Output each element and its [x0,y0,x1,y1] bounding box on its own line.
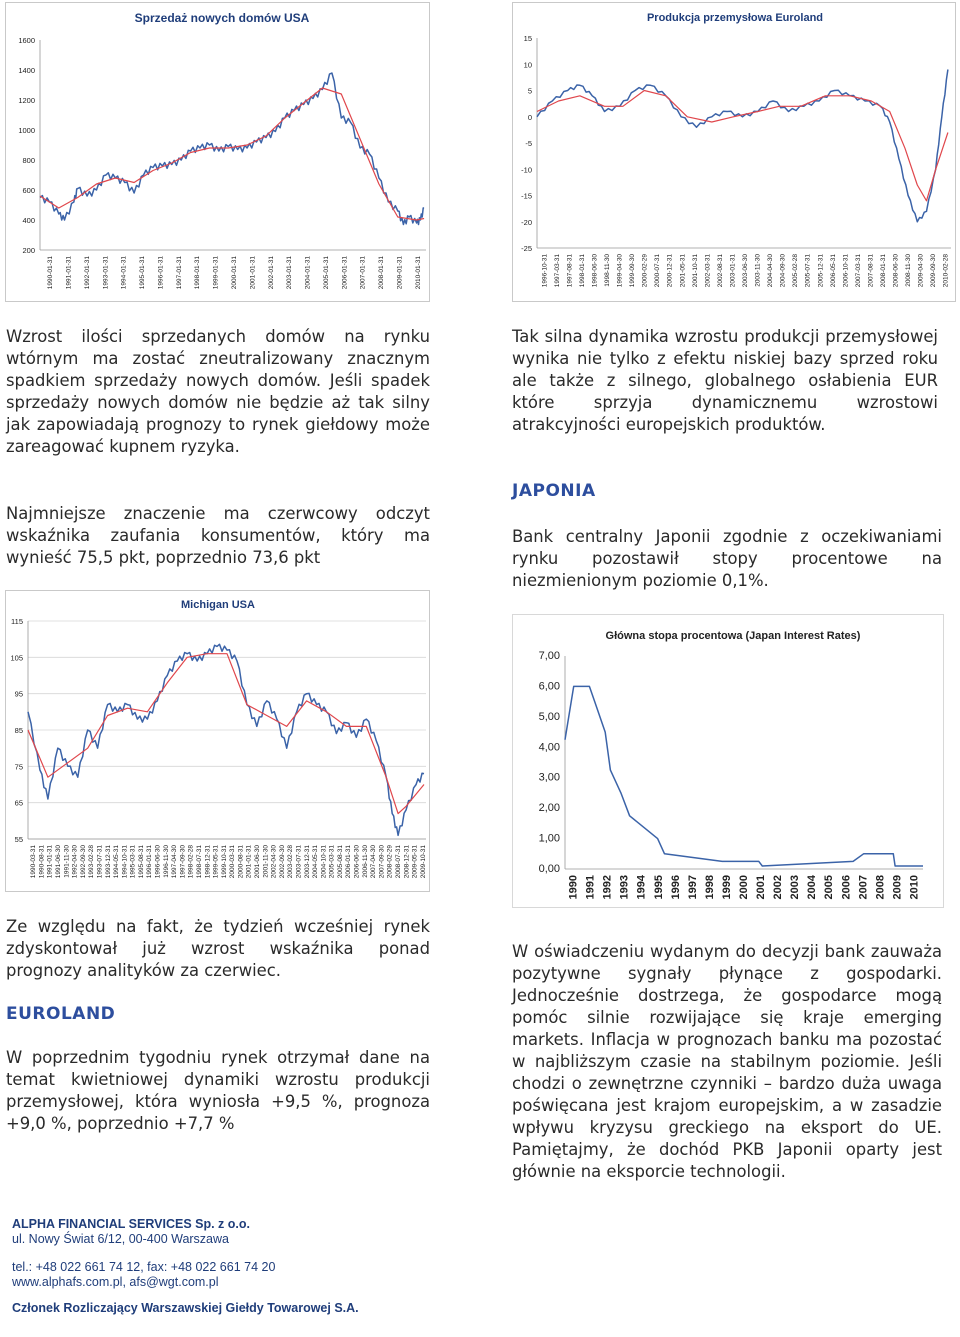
euroland-production-svg [513,3,957,303]
series-line-2 [40,88,424,220]
x-tick-label: 2000-01-31 [231,256,238,290]
x-tick-label: 2001-05-31 [679,254,687,288]
y-tick-label: 55 [14,835,23,844]
paragraph-home-sales: Wzrost ilości sprzedanych domów na rynku wtórnym ma zostać zneutralizowany znacznym spadkiem sprzedaży nowych domów. Jeśli spadek sprzedaży nowych domów nie będzie aż tak silny jak zapowiadają prognozy to rynek giełdowy może zareagować kupnem ryzyka. [6,327,430,456]
x-tick-label: 1997-03-31 [553,254,561,288]
x-tick-label: 2008-01-31 [880,254,887,288]
series-line-2 [537,91,948,201]
y-tick-label: 10 [523,60,532,70]
x-tick-label: 1997-08-31 [566,254,574,288]
x-tick-label: 1997 [686,875,699,900]
x-tick-label: 1998-07-31 [195,845,203,879]
x-tick-label: 2005-01-31 [322,256,330,290]
y-tick-label: -15 [521,191,532,201]
x-tick-label: 1991-06-30 [55,845,63,879]
paragraph-michigan-discount: Ze względu na fakt, że tydzień wcześniej rynek zdyskontował już wzrost wskaźnika ponad prognozy analityków za czerwiec. [6,917,430,980]
x-tick-label: 1993-07-31 [96,845,104,879]
japan-rate-chart [512,614,944,908]
y-tick-label: 1000 [18,126,35,135]
x-tick-label: 1997-01-31 [175,256,183,290]
x-tick-label: 2003-06-30 [742,254,749,288]
paragraph-consumer-confidence: Najmniejsze znaczenie ma czerwcowy odczyt wskaźnika zaufania konsumentów, który ma wynieść 75,5 pkt, poprzednio 73,6 pkt [6,504,430,567]
x-tick-label: 2003-01-31 [286,256,294,290]
x-tick-label: 2001 [755,875,768,900]
x-tick-label: 2003-12-31 [303,845,311,879]
y-tick-label: 600 [22,186,35,195]
x-tick-label: 2007-03-31 [854,254,862,288]
y-tick-label: -25 [521,244,532,253]
x-tick-label: 2001-11-30 [262,845,270,878]
x-tick-label: 1999-01-31 [212,256,220,290]
y-tick-label: 3,00 [538,771,560,784]
chart-title: Główna stopa procentowa (Japan Interest Rates) [605,630,861,642]
y-tick-label: 5 [527,86,532,96]
y-tick-label: 200 [22,246,35,255]
x-tick-label: 2005-03-31 [328,845,336,879]
x-tick-label: 1990-08-31 [38,845,46,879]
x-tick-label: 2005-07-31 [804,254,812,288]
x-tick-label: 2006-01-31 [341,256,349,290]
y-tick-label: 1600 [18,36,35,45]
x-tick-label: 2002-09-30 [278,845,286,879]
footer-member [12,1301,359,1316]
x-tick-label: 1998 [703,875,716,900]
x-tick-label: 2008-07-31 [394,845,402,879]
us-home-sales-chart [5,2,430,302]
x-tick-label: 2008-11-30 [905,254,913,287]
michigan-svg [6,591,431,893]
x-tick-label: 1992-01-31 [83,256,91,290]
y-tick-label: 85 [14,726,23,735]
x-tick-label: 2003-01-31 [729,254,737,288]
michigan-chart [5,590,430,892]
x-tick-label: 2004 [806,875,819,900]
y-tick-label: 5,00 [538,710,560,723]
x-tick-label: 2008-06-30 [892,254,900,288]
x-tick-label: 1993-02-28 [88,845,96,879]
y-tick-label: 15 [523,34,532,43]
us-home-sales-svg [6,3,431,303]
x-tick-label: 1998-01-31 [578,254,586,288]
x-tick-label: 1992-09-30 [79,845,87,879]
y-tick-label: 1,00 [538,832,560,845]
x-tick-label: 1991-01-31 [46,845,54,879]
x-tick-label: 2002 [772,875,785,900]
x-tick-label: 2002-08-31 [716,254,724,288]
x-tick-label: 1999-10-31 [220,845,228,879]
y-tick-label: 75 [14,762,23,772]
y-tick-label: 0 [527,112,532,122]
x-tick-label: 1996-01-31 [146,845,154,879]
y-tick-label: 95 [14,689,23,699]
y-tick-label: -10 [521,165,532,175]
x-tick-label: 2007-09-30 [378,845,386,879]
y-tick-label: -20 [521,217,532,227]
footer-company [12,1217,250,1232]
x-tick-label: 2002-01-31 [267,256,275,290]
x-tick-label: 1999 [720,875,733,900]
x-tick-label: 2000-02-29 [641,254,649,288]
x-tick-label: 1998-06-30 [591,254,599,288]
x-tick-label: 1996-11-30 [162,845,170,878]
x-tick-label: 2009-09-30 [930,254,938,288]
x-tick-label: 2006-11-30 [361,845,369,878]
x-tick-label: 1993-01-31 [102,256,110,290]
footer-web[interactable]: www.alphafs.com.pl, afs@wgt.com.pl [12,1275,219,1289]
paragraph-boj-statement: W oświadczeniu wydanym do decyzji bank zauważa pozytywne sygnały płynące z gospodarki. Jednocześnie dostrzega, że gospodarce mogą pomóc silnie rozwijające się kraje emerging markets. Inflacja w prognozach banku ma pozostać w najbliższym czasie na stabilnym poziomie. Jeśli chodzi o zewnętrzne czynniki – bardzo duża uwaga poświęcana jest krajom europejskim, a w zasadzie wpływu kryzysu greckiego na eksport do UE. Pamiętajmy, że dochód PKB Japonii oparty jest głównie na eksporcie technologii. [512,942,942,1181]
y-tick-label: 105 [10,653,23,663]
y-tick-label: 2,00 [538,802,560,815]
x-tick-label: 1998-02-28 [187,845,195,879]
section-heading-euroland: EUROLAND [6,1004,116,1024]
x-tick-label: 2009 [891,875,904,900]
x-tick-label: 2004-10-31 [320,845,328,879]
x-tick-label: 2008-02-29 [386,845,394,879]
x-tick-label: 2003-02-28 [287,845,295,879]
x-tick-label: 2006-05-31 [829,254,837,288]
footer-phone: tel.: +48 022 661 74 12, fax: +48 022 661 74 20 [12,1260,276,1274]
x-tick-label: 2007-01-31 [359,256,367,290]
x-tick-label: 2004-01-31 [304,256,312,290]
x-tick-label: 2004-05-31 [312,845,320,879]
x-tick-label: 2006-06-30 [353,845,361,879]
x-tick-label: 1991 [584,875,597,900]
company-name: ALPHA FINANCIAL SERVICES Sp. z o.o. [12,1217,250,1231]
paragraph-boj-decision: Bank centralny Japonii zgodnie z oczekiwaniami rynku pozostawił stopy procentowe na niezmienionym poziomie 0,1%. [512,527,942,590]
x-tick-label: 1990-01-31 [47,256,55,290]
x-tick-label: 2003 [789,875,802,900]
euroland-production-chart [512,2,956,302]
series-line-1 [537,70,948,222]
x-tick-label: 1997-09-30 [179,845,187,879]
paragraph-euroland-production: W poprzednim tygodniu rynek otrzymał dane na temat kwietniowej dynamiki wzrostu produkcji przemysłowej, która wyniosła +9,5 %, prognoza +9,0 %, poprzednio +7,7 % [6,1048,430,1133]
x-tick-label: 2010-01-31 [414,256,422,290]
x-tick-label: 1999-09-30 [629,254,637,288]
x-tick-label: 2003-11-30 [754,254,762,287]
x-tick-label: 1998-12-31 [204,845,212,879]
x-tick-label: 2006-10-31 [842,254,850,288]
x-tick-label: 2001-10-31 [691,254,699,288]
y-tick-label: 800 [22,156,35,165]
x-tick-label: 2008 [874,875,887,900]
x-tick-label: 1994-10-31 [121,845,129,879]
x-tick-label: 2000-07-31 [654,254,662,288]
x-tick-label: 2002-04-30 [270,845,278,879]
x-tick-label: 1991-11-30 [63,845,71,878]
x-tick-label: 2010-02-28 [942,254,950,288]
x-tick-label: 1995-03-31 [129,845,137,879]
chart-title: Sprzedaż nowych domów USA [134,11,310,25]
x-tick-label: 2005 [823,875,836,900]
x-tick-label: 1994-05-31 [113,845,121,879]
y-tick-label: 115 [11,617,23,626]
x-tick-label: 2006 [840,875,853,900]
x-tick-label: 2001-01-31 [249,256,257,290]
x-tick-label: 1995-01-31 [139,256,147,290]
japan-rate-svg [513,615,945,909]
x-tick-label: 2005-08-31 [336,845,344,879]
y-tick-label: 1200 [18,96,35,105]
x-tick-label: 1990-03-31 [30,845,38,879]
y-tick-label: 6,00 [538,680,560,693]
footer-address: ul. Nowy Świat 6/12, 00-400 Warszawa [12,1232,229,1246]
y-tick-label: 4,00 [538,741,560,754]
x-tick-label: 2002-03-31 [704,254,712,288]
x-tick-label: 1994-01-31 [120,256,128,290]
member-text: Członek Rozliczający Warszawskiej Giełdy Towarowej S.A. [12,1301,359,1315]
x-tick-label: 1999-04-30 [616,254,624,288]
x-tick-label: 1996-10-31 [541,254,549,288]
y-tick-label: -5 [525,139,532,148]
x-tick-label: 2000 [738,875,750,900]
x-tick-label: 2000-12-31 [666,254,674,288]
x-tick-label: 1991-01-31 [65,256,73,290]
x-tick-label: 2005-02-28 [792,254,800,288]
series-line-1 [565,686,923,866]
x-tick-label: 1993-12-31 [104,845,112,879]
paragraph-production-dynamics: Tak silna dynamika wzrostu produkcji przemysłowej wynika nie tylko z efektu niskiej bazy sprzed roku ale także z silnego, globalnego osłabienia EUR które sprzyja dynamicznemu wzrostowi atrakcyjności europejskich produktów. [512,327,938,434]
chart-title: Michigan USA [181,599,255,611]
x-tick-label: 1990 [567,875,580,900]
x-tick-label: 1996-01-31 [157,256,165,290]
series-line-1 [28,644,424,835]
x-tick-label: 2007-04-30 [370,845,378,879]
x-tick-label: 1992-04-30 [71,845,79,879]
x-tick-label: 1998-11-30 [604,254,611,287]
x-tick-label: 2009-01-31 [396,256,404,290]
y-tick-label: 0,00 [538,863,560,875]
x-tick-label: 2004-04-30 [767,254,775,288]
x-tick-label: 2001-06-30 [254,845,262,879]
x-tick-label: 2000-03-31 [229,845,237,879]
y-tick-label: 7,00 [538,650,560,662]
y-tick-label: 65 [14,798,23,808]
x-tick-label: 2008-12-31 [403,845,411,879]
x-tick-label: 2009-05-31 [411,845,419,879]
x-tick-label: 2007 [857,875,870,900]
x-tick-label: 2005-12-31 [817,254,825,288]
x-tick-label: 1994 [635,875,648,900]
x-tick-label: 1998-01-31 [194,256,202,290]
x-tick-label: 2010 [908,875,921,900]
x-tick-label: 2007-08-31 [867,254,875,288]
x-tick-label: 1996 [669,875,682,900]
x-tick-label: 2008-01-31 [378,256,386,290]
x-tick-label: 1999-05-31 [212,845,220,879]
section-heading-japonia: JAPONIA [512,481,596,501]
x-tick-label: 2009-04-30 [917,254,925,288]
x-tick-label: 2006-01-31 [345,845,353,879]
x-tick-label: 1996-06-30 [154,845,162,879]
x-tick-label: 2001-01-31 [245,845,253,879]
y-tick-label: 400 [22,216,35,225]
x-tick-label: 1995-08-31 [137,845,145,879]
x-tick-label: 1993 [618,875,631,900]
x-tick-label: 1992 [601,875,614,900]
series-line-1 [40,73,424,225]
x-tick-label: 2004-09-30 [779,254,787,288]
chart-title: Produkcja przemysłowa Euroland [646,12,824,24]
x-tick-label: 2000-08-31 [237,845,245,879]
x-tick-label: 2003-07-31 [295,845,303,879]
x-tick-label: 1995 [652,875,665,900]
x-tick-label: 2009-10-31 [419,845,427,879]
x-tick-label: 1997-04-30 [171,845,179,879]
y-tick-label: 1400 [18,66,35,75]
